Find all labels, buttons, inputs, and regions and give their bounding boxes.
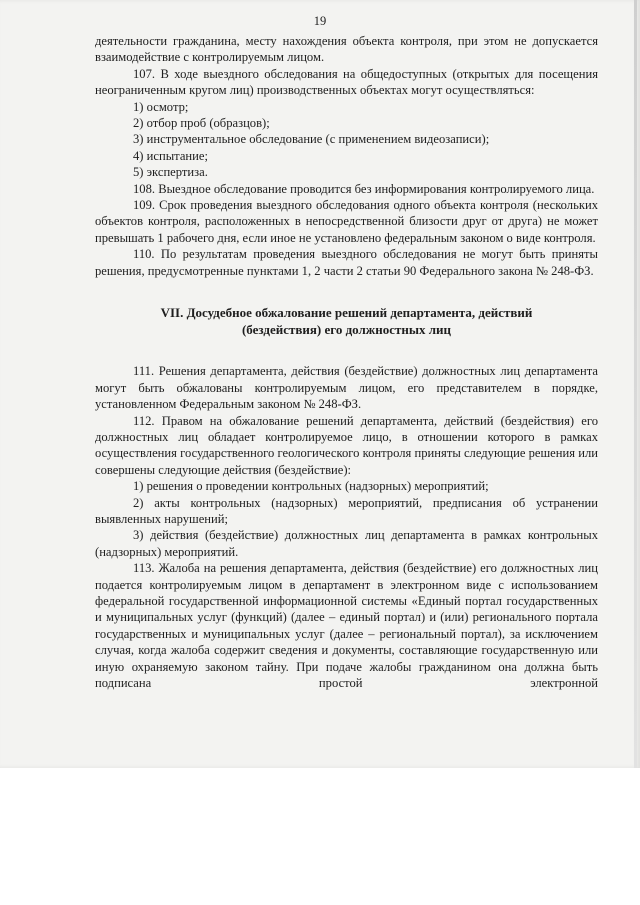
- paragraph: 112. Правом на обжалование решений департамента, действий (бездействия) его должностных лиц обладает контролируемое лицо, в отношении которого в рамках осуществления государственного геологического контроля приняты следующие решения или совершены следующие действия (бездействие):: [95, 413, 598, 477]
- paragraph: 107. В ходе выездного обследования на общедоступных (открытых для посещения неограниченным кругом лиц) производственных объектах могут осуществляться:: [95, 66, 598, 98]
- paragraph: 108. Выездное обследование проводится без информирования контролируемого лица.: [133, 181, 595, 196]
- paragraph: 3) инструментальное обследование (с применением видеозаписи);: [133, 132, 490, 147]
- page-edge: [634, 0, 637, 768]
- section-heading: [95, 305, 598, 338]
- paragraph: 113. Жалоба на решения департамента, действия (бездействие) его должностных лиц подается контролируемым лицом в департамент в электронном виде с использованием федеральной государственной информационной системы «Единый портал государственных и муниципальных услуг (функций) (далее – единый портал) и (или) регионального портала государственных и муниципальных услуг (далее – региональный портал), за исключением случая, когда жалоба содержит сведения и документы, составляющие государственную или иную охраняемую законом тайну. При подаче жалобы гражданином она должна быть подписана простой электронной: [95, 561, 598, 690]
- section-vi-tail: [95, 33, 598, 279]
- paragraph: 1) осмотр;: [133, 99, 189, 114]
- page-body: [95, 33, 598, 691]
- paragraph: 4) испытание;: [133, 148, 208, 163]
- paragraph: 109. Срок проведения выездного обследования одного объекта контроля (нескольких объектов контроля, расположенных в непосредственной близости друг от друга) не может превышать 1 рабочего дня, если иное не установлено федеральным законом о виде контроля.: [95, 198, 598, 245]
- section-heading-line-1: VII. Досудебное обжалование решений департамента, действий: [160, 305, 533, 321]
- section-vii: [95, 363, 598, 691]
- paragraph: деятельности гражданина, месту нахождения объекта контроля, при этом не допускается взаимодействие с контролируемым лицом.: [95, 34, 598, 65]
- paragraph: 2) акты контрольных (надзорных) мероприятий, предписания об устранении выявленных нарушений;: [95, 495, 598, 526]
- paragraph: 2) отбор проб (образцов);: [133, 116, 270, 131]
- paragraph: 111. Решения департамента, действия (бездействие) должностных лиц департамента могут быть обжалованы контролируемым лицом, его представителем в порядке, установленном Федеральным законом № 248-ФЗ.: [95, 364, 598, 412]
- paragraph: 110. По результатам проведения выездного обследования не могут быть приняты решения, предусмотренные пунктами 1, 2 части 2 статьи 90 Федерального закона № 248-ФЗ.: [95, 247, 598, 278]
- page-number: 19: [313, 14, 327, 28]
- paragraph: 5) экспертиза.: [133, 165, 208, 180]
- paragraph: 3) действия (бездействие) должностных лиц департамента в рамках контрольных (надзорных) мероприятий.: [95, 528, 598, 559]
- paragraph: 1) решения о проведении контрольных (надзорных) мероприятий;: [133, 479, 489, 494]
- section-heading-line-2: (бездействия) его должностных лиц: [241, 321, 452, 337]
